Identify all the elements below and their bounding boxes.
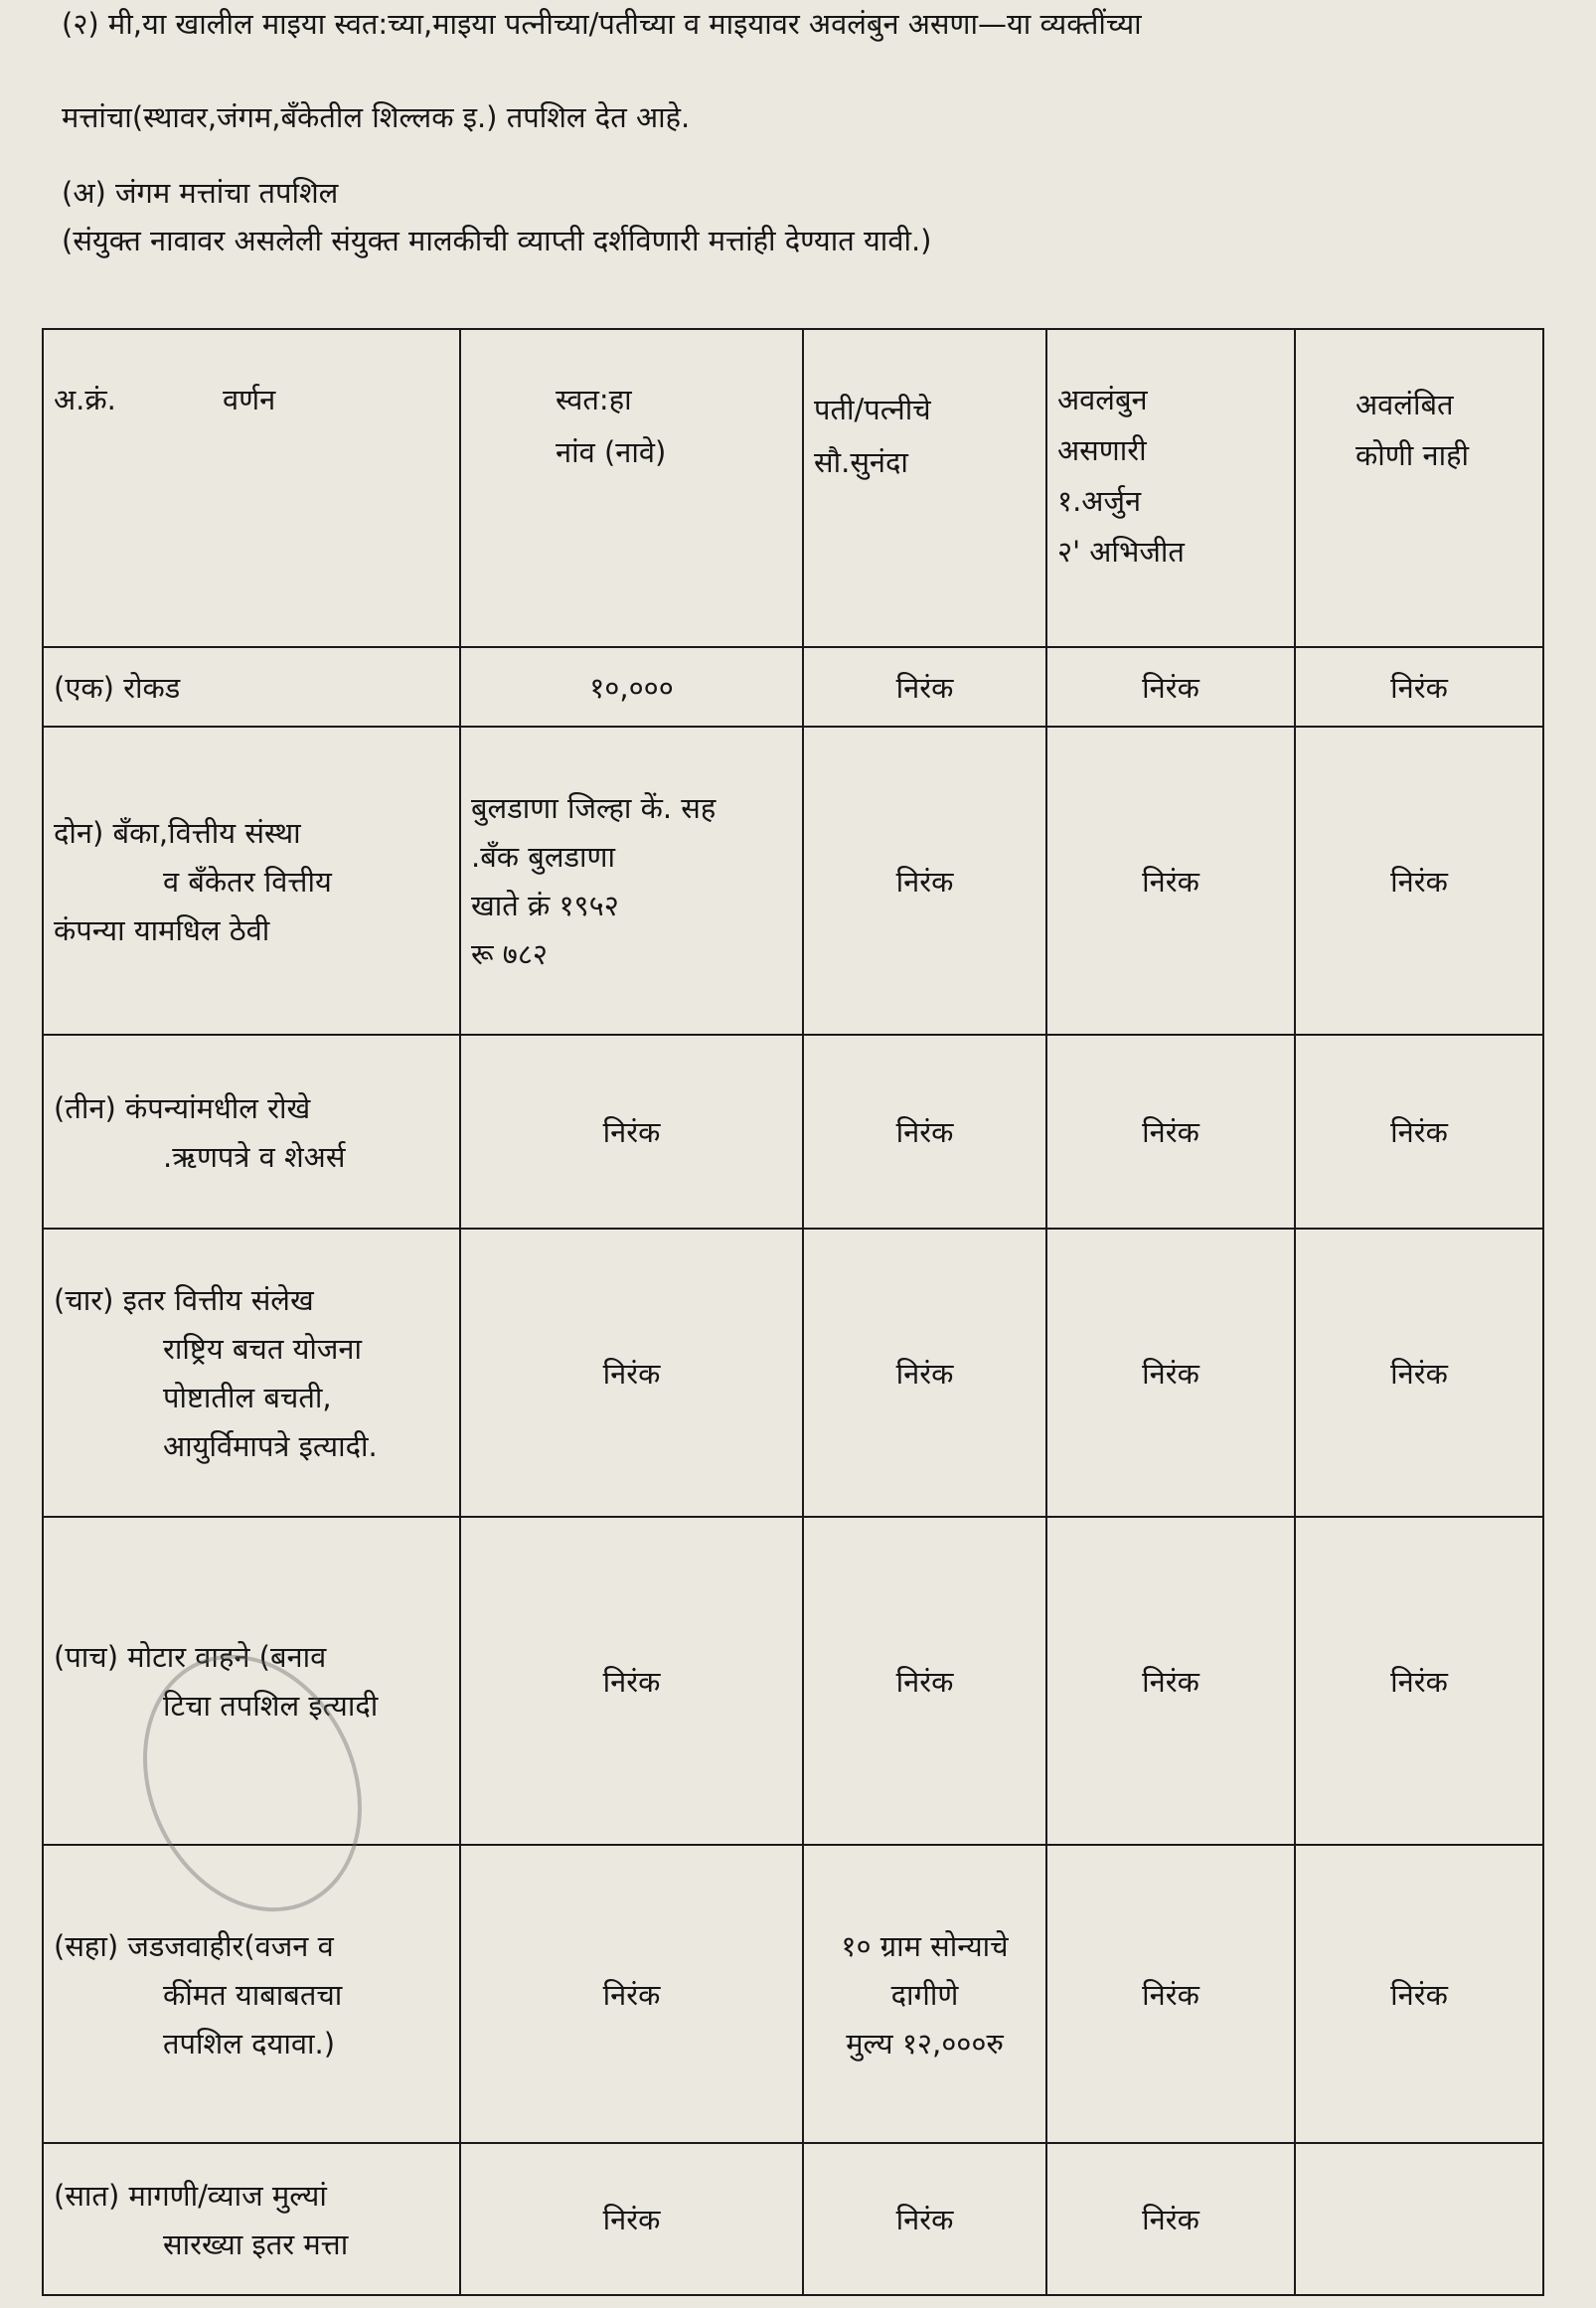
cell-self-line: .बॅंक बुलडाणा — [471, 840, 615, 874]
cell-self — [460, 727, 803, 1035]
cell-no-dependents-line: निरंक — [1390, 1356, 1448, 1391]
table-header-row — [43, 329, 1543, 647]
section-note: (संयुक्त नावावर असलेली संयुक्त मालकीची व्याप्ती दर्शविणारी मत्तांही देण्यात यावी.) — [62, 224, 932, 257]
cell-no-dependents — [1295, 1035, 1543, 1229]
cell-self-line: निरंक — [602, 1356, 661, 1391]
cell-description-line: (चार) इतर वित्तीय संलेख — [54, 1283, 314, 1317]
cell-description-line: (एक) रोकड — [54, 670, 181, 705]
cell-self — [460, 1229, 803, 1517]
cell-spouse-line: निरंक — [895, 864, 954, 899]
cell-dependents — [1046, 1035, 1295, 1229]
section-heading: (अ) जंगम मत्तांचा तपशिल — [62, 176, 339, 210]
header-desc: वर्णन — [223, 383, 276, 416]
cell-no-dependents-line: निरंक — [1390, 1977, 1448, 2012]
cell-description-line: (सात) मागणी/व्याज मुल्यां — [54, 2178, 327, 2213]
table-row — [43, 647, 1543, 727]
cell-dependents — [1046, 1845, 1295, 2143]
cell-description — [43, 2143, 460, 2295]
intro-line-1: (२) मी,या खालील माइया स्वत:च्या,माइया पत्नीच्या/पतीच्या व माइयावर अवलंबुन असणा—या व्यक्तींच्या — [62, 7, 1142, 41]
cell-description-line: तपशिल दयावा.) — [163, 2026, 336, 2061]
cell-spouse — [803, 1229, 1046, 1517]
cell-dependents-line: निरंक — [1142, 1356, 1199, 1391]
cell-self-line: निरंक — [602, 1664, 661, 1699]
cell-self-line: रू ७८२ — [471, 937, 548, 971]
table-row — [43, 727, 1543, 1035]
table-row — [43, 1229, 1543, 1517]
header-self — [460, 329, 803, 647]
cell-spouse — [803, 727, 1046, 1035]
cell-self — [460, 1517, 803, 1845]
cell-no-dependents — [1295, 727, 1543, 1035]
cell-dependents-line: निरंक — [1142, 1115, 1199, 1149]
cell-self — [460, 647, 803, 727]
cell-spouse-line: १० ग्राम सोन्याचे — [841, 1928, 1009, 1963]
cell-description — [43, 727, 460, 1035]
cell-no-dependents — [1295, 1517, 1543, 1845]
header-no-dependents — [1295, 329, 1543, 647]
cell-description — [43, 1035, 460, 1229]
header-spouse — [803, 329, 1046, 647]
cell-dependents — [1046, 1229, 1295, 1517]
cell-spouse-line: मुल्य १२,०००रु — [846, 2026, 1004, 2061]
cell-no-dependents-line: निरंक — [1390, 670, 1448, 705]
cell-description-line: पोष्टातील बचती, — [163, 1381, 332, 1414]
cell-no-dependents — [1295, 647, 1543, 727]
header-dependents-line: अवलंबुन — [1057, 383, 1148, 416]
cell-self-line: निरंक — [602, 1977, 661, 2012]
cell-self — [460, 1035, 803, 1229]
header-dependents-line: १.अर्जुन — [1057, 484, 1142, 518]
header-dependents — [1046, 329, 1295, 647]
header-dependents-line: २' अभिजीत — [1057, 535, 1185, 569]
cell-dependents — [1046, 2143, 1295, 2295]
cell-description-line: (पाच) मोटार वाहने (बनाव — [54, 1640, 327, 1674]
cell-description-line: (सहा) जडजवाहीर(वजन व — [54, 1928, 334, 1963]
movable-assets-table — [42, 328, 1544, 2296]
header-spouse-line: सौ.सुनंदा — [814, 445, 908, 479]
cell-no-dependents-line: निरंक — [1390, 1664, 1448, 1699]
cell-description — [43, 647, 460, 727]
cell-spouse-line: निरंक — [895, 2203, 954, 2236]
cell-description-line: आयुर्विमापत्रे इत्यादी. — [163, 1429, 378, 1463]
cell-self — [460, 1845, 803, 2143]
cell-no-dependents-line: निरंक — [1390, 864, 1448, 899]
cell-description-line: दोन) बॅंका,वित्तीय संस्था — [54, 815, 301, 850]
cell-spouse-line: निरंक — [895, 1664, 954, 1699]
cell-description-line: टिचा तपशिल इत्यादी — [163, 1689, 379, 1723]
cell-spouse-line: दागीणे — [890, 1977, 959, 2012]
cell-no-dependents — [1295, 2143, 1543, 2295]
cell-no-dependents — [1295, 1845, 1543, 2143]
table-row — [43, 1035, 1543, 1229]
cell-self-line: निरंक — [602, 1115, 661, 1149]
cell-spouse-line: निरंक — [895, 1115, 954, 1149]
cell-spouse — [803, 1845, 1046, 2143]
cell-self-line: बुलडाणा जिल्हा कें. सह — [471, 791, 717, 825]
cell-description-line: कींमत याबाबतचा — [163, 1977, 343, 2012]
cell-no-dependents-line: निरंक — [1390, 1115, 1448, 1149]
cell-dependents — [1046, 647, 1295, 727]
cell-description-line: राष्ट्रिय बचत योजना — [163, 1332, 363, 1366]
header-dependents-line: असणारी — [1057, 433, 1147, 467]
cell-description-line: (तीन) कंपन्यांमधील रोखे — [54, 1090, 311, 1125]
cell-self-line: निरंक — [602, 2203, 661, 2236]
cell-dependents-line: निरंक — [1142, 1664, 1199, 1699]
cell-dependents-line: निरंक — [1142, 2203, 1199, 2236]
cell-self-line: खाते क्रं १९५२ — [471, 889, 619, 922]
header-sr: अ.क्रं. — [54, 383, 116, 416]
header-no-dependents-line: अवलंबित — [1356, 388, 1454, 421]
cell-dependents-line: निरंक — [1142, 1977, 1199, 2012]
cell-dependents-line: निरंक — [1142, 670, 1199, 705]
cell-self — [460, 2143, 803, 2295]
cell-description — [43, 1229, 460, 1517]
header-self-line: नांव (नावे) — [556, 435, 667, 469]
cell-spouse — [803, 2143, 1046, 2295]
header-no-dependents-line: कोणी नाही — [1356, 438, 1469, 472]
cell-no-dependents — [1295, 1229, 1543, 1517]
cell-spouse — [803, 1517, 1046, 1845]
header-spouse-line: पती/पत्नीचे — [814, 393, 931, 426]
cell-description-line: सारख्या इतर मत्ता — [163, 2226, 349, 2261]
cell-dependents — [1046, 727, 1295, 1035]
intro-line-2: मत्तांचा(स्थावर,जंगम,बॅंकेतील शिल्लक इ.) तपशिल देत आहे. — [62, 100, 691, 134]
cell-spouse-line: निरंक — [895, 670, 954, 705]
table-row — [43, 2143, 1543, 2295]
cell-dependents — [1046, 1517, 1295, 1845]
cell-description-line: कंपन्या यामधिल ठेवी — [54, 912, 270, 947]
header-self-line: स्वत:हा — [556, 383, 632, 416]
cell-spouse — [803, 1035, 1046, 1229]
cell-spouse-line: निरंक — [895, 1356, 954, 1391]
cell-description-line: .ऋणपत्रे व शेअर्स — [163, 1139, 346, 1174]
cell-description-line: व बॅंकेतर वित्तीय — [163, 864, 332, 899]
cell-dependents-line: निरंक — [1142, 864, 1199, 899]
header-sr-desc — [43, 329, 460, 647]
cell-self-line: १०,००० — [589, 670, 674, 705]
cell-spouse — [803, 647, 1046, 727]
